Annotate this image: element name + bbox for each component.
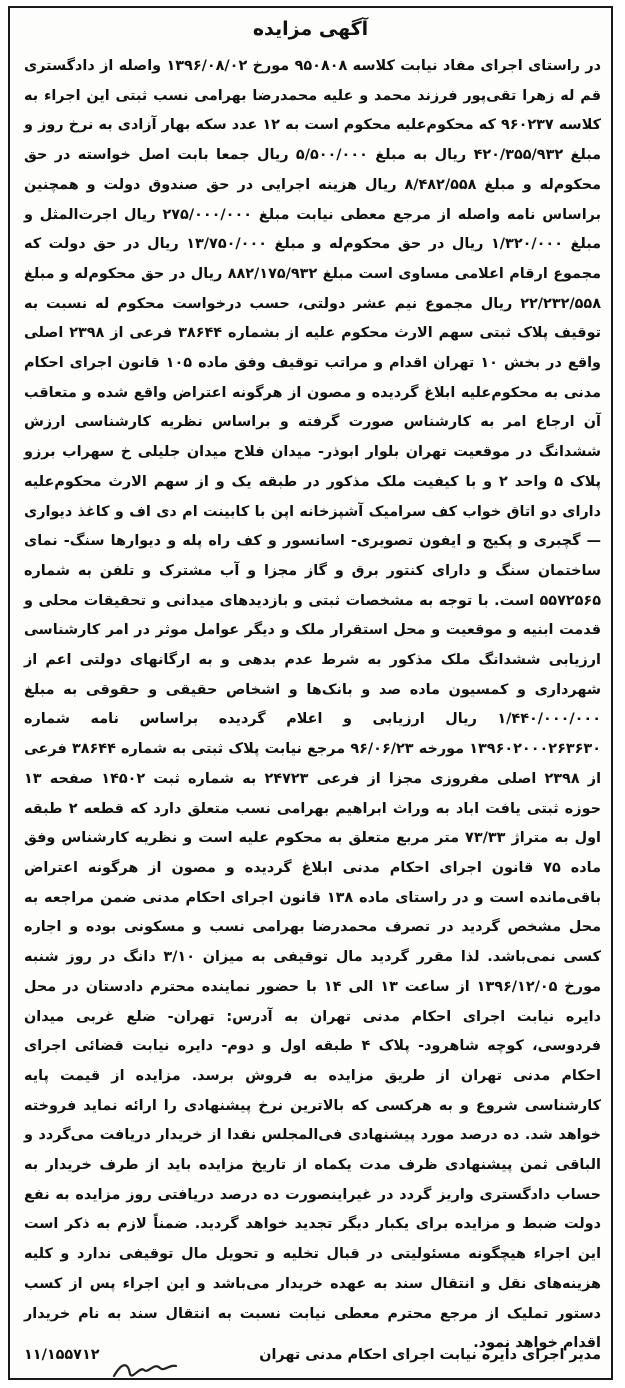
notice-code: ۱۱/۱۵۵۷۱۲ <box>24 1347 100 1363</box>
notice-title: آگهی مزایده <box>252 18 369 40</box>
signature-mark <box>110 1356 180 1382</box>
notice-body <box>24 52 601 1359</box>
notice-paragraph: در راستای اجرای مفاد نیابت کلاسه ۹۵۰۸۰۸ مورخ ۱۳۹۶/۰۸/۰۲ واصله از دادگستری قم له زهرا تقی‌پور فرزند محمد و علیه محمدرضا بهرامی نسب ثبتی این اجراء به کلاسه ۹۶۰۲۳۷ که محکوم‌علیه محکوم است به ۱۲ عدد سکه بهار آزادی به نرخ روز و مبلغ ۴۲۰/۳۵۵/۹۳۲ ریال به مبلغ ۵/۵۰۰/۰۰۰ ریال جمعا بابت اصل خواسته در حق محکوم‌له و مبلغ ۸/۴۸۲/۵۵۸ ریال هزینه اجرایی در حق صندوق دولت و همچنین براساس نامه واصله از مرجع معطی نیابت مبلغ ۲۷۵/۰۰۰/۰۰۰ ریال اجرت‌المثل و مبلغ ۱/۳۲۰/۰۰۰ ریال در حق محکوم‌له و مبلغ ۱۳/۷۵۰/۰۰۰ ریال در حق دولت که مجموع ارقام اعلامی مساوی است مبلغ ۸۸۲/۱۷۵/۹۳۲ ریال در حق محکوم‌له و مبلغ ۲۲/۲۳۲/۵۵۸ ریال مجموع نیم عشر دولتی، حسب درخواست محکوم له نسبت به توقیف پلاک ثبتی سهم الارث محکوم علیه از بشماره ۳۸۶۴۴ فرعی از ۲۳۹۸ اصلی واقع در بخش ۱۰ تهران اقدام و مراتب توقیف وفق ماده ۱۰۵ قانون اجرای احکام مدنی به محکوم‌علیه ابلاغ گردیده و مصون از هرگونه اعتراض واقع شده و متعاقب آن ارجاع امر به کارشناس صورت گرفته و براساس نظریه کارشناسی ارزش ششدانگ در موقعیت تهران بلوار ابوذر- میدان فلاح میدان جلیلی خ سهراب برزو پلاک ۵ واحد ۲ و با کیفیت ملک مذکور در طبقه یک و از سهم الارث محکوم‌علیه دارای دو اتاق خواب کف سرامیک آشپزخانه اپن با کابینت ام دی اف و کاغذ دیواری — گچبری و پکیج و ایفون تصویری- اسانسور و کف راه پله و دیوارها سنگ- نمای ساختمان سنگ و دارای کنتور برق و گاز مجزا و آب مشترک و تلفن به شماره ۵۵۷۲۵۶۵ است. با توجه به مشخصات ثبتی و بازدیدهای میدانی و تحقیقات محلی و قدمت ابنیه و موقعیت و محل استقرار ملک و دیگر عوامل موثر در امر کارشناسی ارزیابی ششدانگ ملک مذکور به شرط عدم بدهی و به ارگانهای دولتی اعم از شهرداری و کمسیون ماده صد و بانک‌ها و اشخاص حقیقی و حقوقی به مبلغ ۱/۴۴۰/۰۰۰/۰۰۰ ریال ارزیابی و اعلام گردیده براساس نامه شماره ۱۳۹۶۰۲۰۰۰۲۶۳۶۳۰ مورخه ۹۶/۰۶/۲۳ مرجع نیابت پلاک ثبتی به شماره ۳۸۶۴۴ فرعی از ۲۳۹۸ اصلی مفروزی مجزا از فرعی ۲۴۷۲۳ به شماره ثبت ۱۴۵۰۲ صفحه ۱۳ حوزه ثبتی یافت اباد به وراث ابراهیم بهرامی نسب متعلق دارد که قطعه ۲ طبقه اول به متراژ ۷۳/۳۳ متر مربع متعلق به محکوم علیه است و نظریه کارشناس وفق ماده ۷۵ قانون اجرای احکام مدنی ابلاغ گردیده و مصون از هرگونه اعتراض باقی‌مانده است و در راستای ماده ۱۳۸ قانون اجرای احکام مدنی ضمن مراجعه به محل مشخص گردید در تصرف محمدرضا بهرامی نسب و مسکونی بوده و اجاره کسی نمی‌باشد. لذا مقرر گردید مال توقیفی به میزان ۳/۱۰ دانگ در روز شنبه مورخ ۱۳۹۶/۱۲/۰۵ از ساعت ۱۳ الی ۱۴ با حضور نماینده محترم دادستان در محل دایره نیابت اجرای احکام مدنی تهران به آدرس: تهران- ضلع غربی میدان فردوسی، کوچه شاهرود- پلاک ۴ طبقه اول و دوم- دایره نیابت قضائی اجرای احکام مدنی تهران از طریق مزایده به فروش برسد. مزایده از قیمت پایه کارشناسی شروع و به هرکسی که بالاترین نرخ پیشنهادی را ارائه نماید فروخته خواهد شد. ده درصد مورد پیشنهادی فی‌المجلس نقدا از خریدار دریافت می‌گردد و الباقی ثمن پیشنهادی ظرف مدت یکماه از تاریخ مزایده باید از طرف خریدار به حساب دادگستری واریز گردد در غیراینصورت ده درصد دریافتی روز مزایده به نفع دولت ضبط و مزایده برای یکبار دیگر تجدید خواهد گردید. ضمناً لازم به ذکر است این اجراء هیچگونه مسئولیتی در قبال تخلیه و تحویل مال توقیفی ندارد و کلیه هزینه‌های نقل و انتقال سند به عهده خریدار می‌باشد و این اجراء پس از کسب دستور تملیک از مرجع محترم معطی نیابت نسبت به انتقال سند به نام خریدار اقدام خواهد نمود. <box>24 58 602 1352</box>
signer-title: مدیر اجرای دایره نیابت اجرای احکام مدنی تهران <box>259 1347 601 1363</box>
notice-frame <box>8 6 613 1380</box>
